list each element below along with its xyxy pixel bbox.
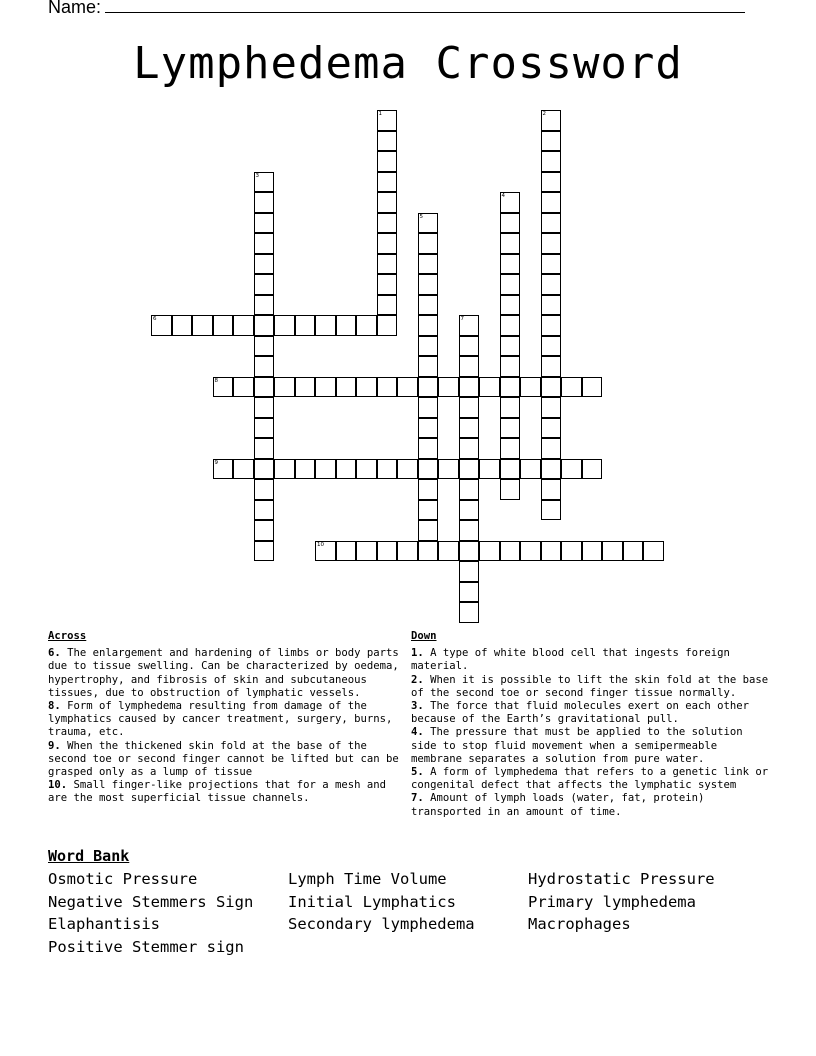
grid-cell[interactable] [520,541,541,562]
grid-cell[interactable] [377,315,398,336]
grid-cell[interactable] [274,459,295,480]
grid-cell[interactable] [418,274,439,295]
grid-cell[interactable] [254,377,275,398]
clue-text: The enlargement and hardening of limbs or body parts due to tissue swelling. Can be characterized by oedema, hypertrophy, and fibrosis of skin and subcutaneous tissues, due to obstruction of lymphatic vessels. [48,647,399,699]
down-clues [411,630,771,819]
grid-cell[interactable] [377,192,398,213]
grid-cell[interactable] [479,459,500,480]
grid-cell[interactable] [315,541,336,562]
grid-cell[interactable] [438,377,459,398]
clue-text: Amount of lymph loads (water, fat, protein) transported in an amount of time. [411,792,705,818]
grid-cell[interactable] [541,254,562,275]
grid-cell[interactable] [500,479,521,500]
clue-number-label: 9 [214,459,218,466]
grid-cell[interactable] [336,377,357,398]
grid-cell[interactable] [582,541,603,562]
grid-cell[interactable] [418,356,439,377]
grid-cell[interactable] [520,377,541,398]
clue-number-label: 1 [378,111,382,117]
across-clues [48,630,403,806]
grid-cell[interactable] [418,479,439,500]
grid-cell[interactable] [254,295,275,316]
clue-text: When it is possible to lift the skin fold at the base of the second toe or second finger tissue normally. [411,673,769,699]
grid-cell[interactable] [459,397,480,418]
grid-cell[interactable] [377,151,398,172]
clue-number: 1. [411,647,424,660]
clue-number: 4. [411,726,424,739]
grid-cell[interactable] [541,438,562,459]
grid-cell[interactable] [438,541,459,562]
grid-cell[interactable] [377,233,398,254]
grid-cell[interactable] [479,541,500,562]
grid-cell[interactable] [459,582,480,603]
grid-cell[interactable] [541,479,562,500]
clue-number-label: 8 [214,377,218,384]
grid-cell[interactable] [377,459,398,480]
grid-cell[interactable] [254,233,275,254]
clue-number: 9. [48,739,61,752]
grid-cell[interactable] [541,377,562,398]
name-label: Name: [48,0,102,17]
grid-cell[interactable] [459,459,480,480]
grid-cell[interactable] [561,541,582,562]
grid-cell[interactable] [500,377,521,398]
grid-cell[interactable] [377,254,398,275]
grid-cell[interactable] [274,377,295,398]
grid-cell[interactable] [254,520,275,541]
grid-cell[interactable] [254,336,275,357]
clue-down-3 [411,700,771,726]
grid-cell[interactable] [459,541,480,562]
grid-cell[interactable] [459,479,480,500]
grid-cell[interactable] [254,315,275,336]
grid-cell[interactable] [479,377,500,398]
grid-cell[interactable] [254,459,275,480]
clue-number: 3. [411,700,424,713]
grid-cell[interactable] [151,315,172,336]
grid-cell[interactable] [541,418,562,439]
clue-across-6 [48,647,403,700]
grid-cell[interactable] [233,459,254,480]
grid-cell[interactable] [459,520,480,541]
grid-cell[interactable] [541,541,562,562]
grid-cell[interactable] [418,520,439,541]
clue-text: A type of white blood cell that ingests foreign material. [411,647,730,673]
grid-cell[interactable] [459,438,480,459]
clue-number: 6. [48,647,61,660]
word-bank-item: Lymph Time Volume [288,870,447,888]
grid-cell[interactable] [459,602,480,623]
grid-cell[interactable] [356,377,377,398]
grid-cell[interactable] [500,192,521,213]
grid-cell[interactable] [397,541,418,562]
grid-cell[interactable] [336,459,357,480]
word-bank-item: Macrophages [528,915,631,933]
grid-cell[interactable] [356,541,377,562]
clue-number-label: 6 [153,316,157,322]
clue-down-5 [411,766,771,792]
clue-text: The pressure that must be applied to the solution side to stop fluid movement when a semipermeable membrane separates a solution from pure water. [411,726,743,765]
grid-cell[interactable] [582,459,603,480]
grid-cell[interactable] [541,110,562,131]
grid-cell[interactable] [418,213,439,234]
grid-cell[interactable] [500,295,521,316]
word-bank-item: Initial Lymphatics [288,892,456,911]
grid-cell[interactable] [500,274,521,295]
grid-cell[interactable] [172,315,193,336]
grid-cell[interactable] [500,233,521,254]
grid-cell[interactable] [582,377,603,398]
grid-cell[interactable] [377,110,398,131]
down-heading: Down [411,630,437,642]
grid-cell[interactable] [418,459,439,480]
grid-cell[interactable] [213,315,234,336]
grid-cell[interactable] [254,192,275,213]
grid-cell[interactable] [397,377,418,398]
grid-cell[interactable] [254,356,275,377]
grid-cell[interactable] [541,336,562,357]
grid-cell[interactable] [541,192,562,213]
grid-cell[interactable] [377,541,398,562]
clue-text: The force that fluid molecules exert on each other because of the Earth’s gravitational pull. [411,700,750,726]
clue-down-2 [411,674,771,700]
grid-cell[interactable] [274,315,295,336]
grid-cell[interactable] [254,438,275,459]
grid-cell[interactable] [500,336,521,357]
grid-cell[interactable] [418,438,439,459]
grid-cell[interactable] [418,541,439,562]
clue-down-4 [411,726,771,766]
grid-cell[interactable] [541,233,562,254]
grid-cell[interactable] [541,151,562,172]
word-bank-item: Negative Stemmers Sign [48,892,254,911]
grid-cell[interactable] [541,500,562,521]
grid-cell[interactable] [459,356,480,377]
grid-cell[interactable] [561,377,582,398]
grid-cell[interactable] [254,418,275,439]
grid-cell[interactable] [438,459,459,480]
clue-number: 10. [48,779,68,792]
grid-cell[interactable] [377,172,398,193]
clue-number-label: 4 [501,193,505,199]
grid-cell[interactable] [541,459,562,480]
grid-cell[interactable] [541,356,562,377]
grid-cell[interactable] [418,233,439,254]
clue-text: Small finger-like projections that for a mesh and are the most superficial tissue channels. [48,779,387,805]
grid-cell[interactable] [377,213,398,234]
grid-cell[interactable] [233,377,254,398]
grid-cell[interactable] [602,541,623,562]
grid-cell[interactable] [254,397,275,418]
grid-cell[interactable] [541,397,562,418]
grid-cell[interactable] [377,295,398,316]
grid-cell[interactable] [623,541,644,562]
grid-cell[interactable] [418,397,439,418]
grid-cell[interactable] [356,315,377,336]
clue-text: A form of lymphedema that refers to a genetic link or congenital defect that affects the lymphatic system [411,766,769,792]
grid-cell[interactable] [459,500,480,521]
grid-cell[interactable] [541,295,562,316]
word-bank-item: Elaphantisis [48,915,160,933]
clue-down-7 [411,792,771,818]
grid-cell[interactable] [418,500,439,521]
clue-across-9 [48,740,403,780]
grid-cell[interactable] [541,131,562,152]
word-bank-heading: Word Bank [48,847,130,865]
grid-cell[interactable] [377,131,398,152]
grid-cell[interactable] [254,541,275,562]
clue-text: When the thickened skin fold at the base of the second toe or second finger cannot be lifted but can be grasped only as a lump of tissue [48,739,399,779]
grid-cell[interactable] [377,377,398,398]
grid-cell[interactable] [356,459,377,480]
grid-cell[interactable] [295,459,316,480]
clue-number: 2. [411,673,424,686]
grid-cell[interactable] [418,336,439,357]
clue-across-10 [48,779,403,805]
grid-cell[interactable] [254,213,275,234]
grid-cell[interactable] [500,397,521,418]
clue-number: 5. [411,766,424,779]
clue-number: 7. [411,792,424,805]
grid-cell[interactable] [500,213,521,234]
grid-cell[interactable] [500,356,521,377]
grid-cell[interactable] [418,315,439,336]
grid-cell[interactable] [500,418,521,439]
grid-cell[interactable] [418,254,439,275]
grid-cell[interactable] [254,172,275,193]
grid-cell[interactable] [233,315,254,336]
grid-cell[interactable] [254,254,275,275]
clue-number: 8. [48,700,61,713]
grid-cell[interactable] [418,295,439,316]
grid-cell[interactable] [315,315,336,336]
grid-cell[interactable] [643,541,664,562]
grid-cell[interactable] [295,377,316,398]
grid-cell[interactable] [254,479,275,500]
grid-cell[interactable] [459,561,480,582]
word-bank-item: Positive Stemmer sign [48,937,244,956]
grid-cell[interactable] [500,541,521,562]
grid-cell[interactable] [541,172,562,193]
clue-across-8 [48,700,403,740]
grid-cell[interactable] [418,418,439,439]
across-heading: Across [48,630,87,642]
grid-cell[interactable] [295,315,316,336]
clue-number-label: 7 [460,316,464,322]
grid-cell[interactable] [213,377,234,398]
clue-number-label: 2 [542,111,546,117]
clue-number-label: 10 [317,541,324,548]
grid-cell[interactable] [500,438,521,459]
grid-cell[interactable] [315,377,336,398]
word-bank-item: Secondary lymphedema [288,915,475,933]
grid-cell[interactable] [192,315,213,336]
grid-cell[interactable] [459,377,480,398]
clue-text: Form of lymphedema resulting from damage of the lymphatics caused by cancer treatment, surgery, burns, trauma, etc. [48,700,393,739]
grid-cell[interactable] [377,274,398,295]
grid-cell[interactable] [459,418,480,439]
grid-cell[interactable] [500,315,521,336]
grid-cell[interactable] [254,500,275,521]
word-bank-item: Hydrostatic Pressure [528,870,715,888]
grid-cell[interactable] [459,315,480,336]
grid-cell[interactable] [397,459,418,480]
grid-cell[interactable] [418,377,439,398]
clue-number-label: 3 [255,172,259,179]
word-bank-item: Primary lymphedema [528,892,696,911]
grid-cell[interactable] [459,336,480,357]
clue-number-label: 5 [419,213,423,220]
grid-cell[interactable] [336,315,357,336]
grid-cell[interactable] [500,459,521,480]
grid-cell[interactable] [541,274,562,295]
grid-cell[interactable] [541,213,562,234]
grid-cell[interactable] [213,459,234,480]
page-title: Lymphedema Crossword [133,38,683,89]
grid-cell[interactable] [315,459,336,480]
grid-cell[interactable] [520,459,541,480]
grid-cell[interactable] [541,315,562,336]
word-bank-item: Osmotic Pressure [48,870,198,888]
grid-cell[interactable] [336,541,357,562]
grid-cell[interactable] [500,254,521,275]
grid-cell[interactable] [254,274,275,295]
clue-down-1 [411,647,771,673]
grid-cell[interactable] [561,459,582,480]
